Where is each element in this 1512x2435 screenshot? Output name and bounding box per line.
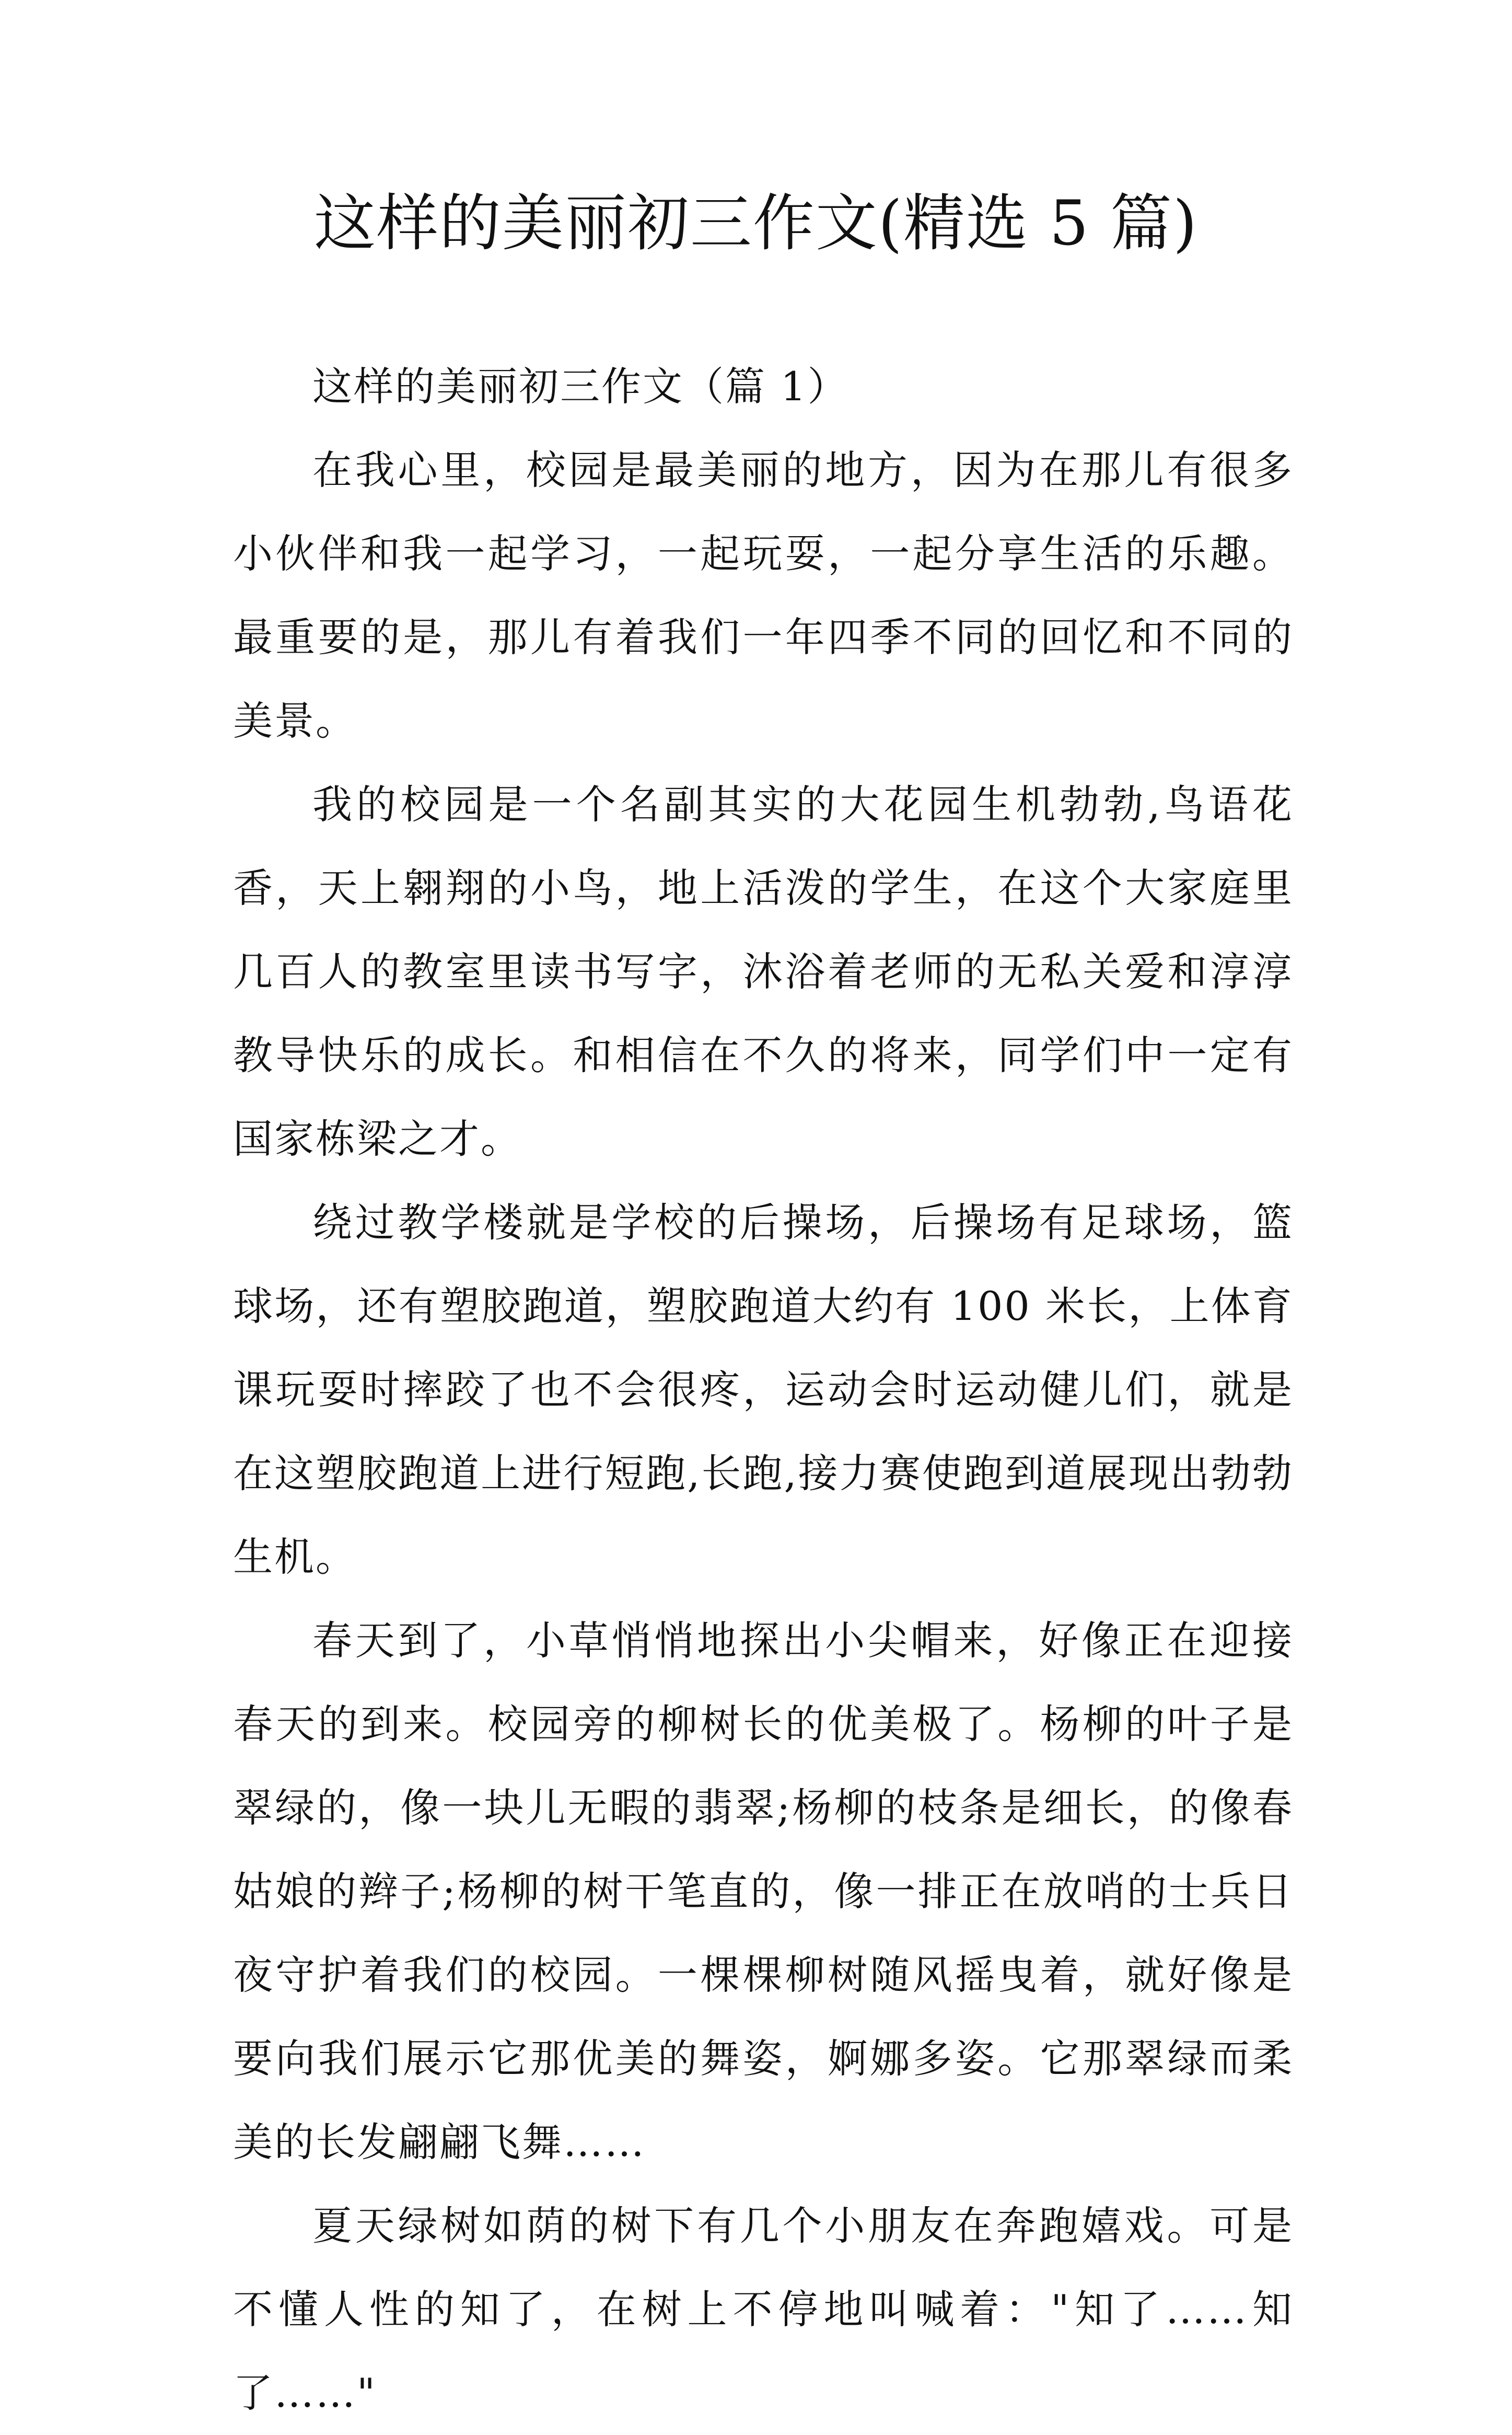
document-title: 这样的美丽初三作文(精选 5 篇) — [313, 187, 1199, 259]
section-heading: 这样的美丽初三作文（篇 1） — [312, 363, 849, 410]
paragraph: 绕过教学楼就是学校的后操场，后操场有足球场，篮球场，还有塑胶跑道，塑胶跑道大约有 100 米长，上体育课玩耍时摔跤了也不会很疼，运动会时运动健儿们，就是在这塑胶跑道上进行短跑,长跑,接力赛使跑到道展现出勃勃生机。 — [233, 1199, 1294, 1580]
document-body — [233, 345, 1294, 2435]
paragraph: 我的校园是一个名副其实的大花园生机勃勃,鸟语花香，天上翱翔的小鸟，地上活泼的学生，在这个大家庭里几百人的教室里读书写字，沐浴着老师的无私关爱和淳淳教导快乐的成长。和相信在不久的将来，同学们中一定有国家栋梁之才。 — [233, 781, 1294, 1162]
paragraph: 在我心里，校园是最美丽的地方，因为在那儿有很多小伙伴和我一起学习，一起玩耍，一起分享生活的乐趣。最重要的是，那儿有着我们一年四季不同的回忆和不同的美景。 — [233, 447, 1294, 744]
paragraph: 春天到了，小草悄悄地探出小尖帽来，好像正在迎接春天的到来。校园旁的柳树长的优美极了。杨柳的叶子是翠绿的，像一块儿无暇的翡翠;杨柳的枝条是细长，的像春姑娘的辫子;杨柳的树干笔直的，像一排正在放哨的士兵日夜守护着我们的校园。一棵棵柳树随风摇曳着，就好像是要向我们展示它那优美的舞姿，婀娜多姿。它那翠绿而柔美的长发翩翩飞舞…… — [233, 1617, 1294, 2165]
paragraph: 夏天绿树如荫的树下有几个小朋友在奔跑嬉戏。可是不懂人性的知了，在树上不停地叫喊着："知了……知了……" — [233, 2202, 1294, 2416]
